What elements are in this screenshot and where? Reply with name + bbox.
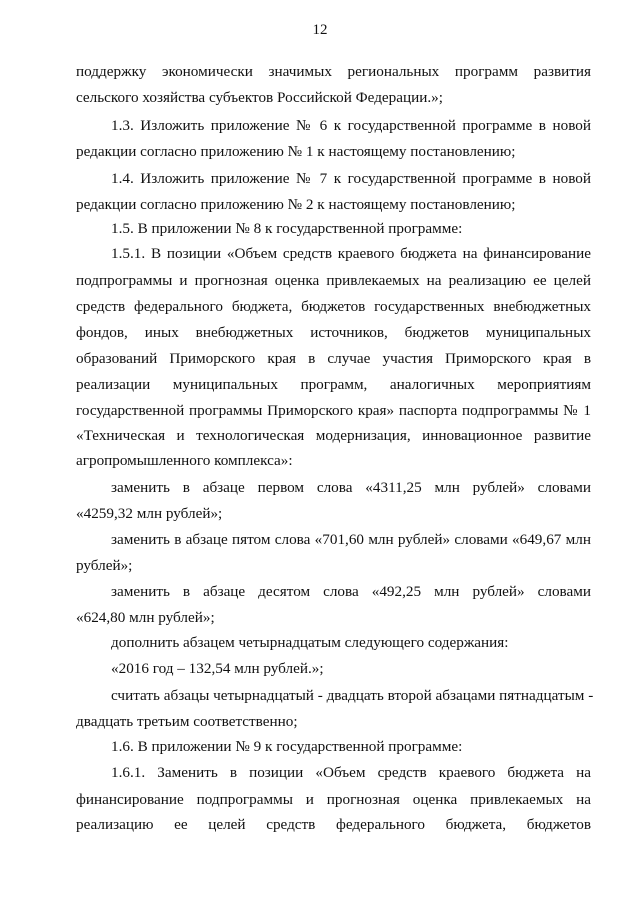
text-line: двадцать третьим соответственно;	[76, 713, 298, 730]
text-line: рублей»;	[76, 557, 133, 574]
text-line: реализацию ее целей средств федерального бюджета, бюджетов	[76, 816, 591, 833]
text-line: 1.5. В приложении № 8 к государственной программе:	[111, 220, 463, 237]
text-line: поддержку экономически значимых региональных программ развития	[76, 63, 591, 80]
text-line: 1.4. Изложить приложение № 7 к государственной программе в новой	[111, 170, 591, 187]
text-line: подпрограммы и прогнозная оценка привлекаемых на реализацию ее целей	[76, 272, 591, 289]
text-line: «2016 год – 132,54 млн рублей.»;	[111, 660, 324, 677]
text-line: государственной программы Приморского края» паспорта подпрограммы № 1	[76, 402, 591, 419]
text-line: «Техническая и технологическая модернизация, инновационное развитие	[76, 427, 591, 444]
text-line: сельского хозяйства субъектов Российской Федерации.»;	[76, 89, 443, 106]
text-line: «4259,32 млн рублей»;	[76, 505, 223, 522]
text-line: 1.6. В приложении № 9 к государственной программе:	[111, 738, 463, 755]
text-line: считать абзацы четырнадцатый - двадцать второй абзацами пятнадцатым -	[111, 687, 594, 704]
text-line: редакции согласно приложению № 1 к настоящему постановлению;	[76, 143, 516, 160]
text-line: 1.6.1. Заменить в позиции «Объем средств краевого бюджета на	[111, 764, 591, 781]
text-line: образований Приморского края в случае участия Приморского края в	[76, 350, 591, 367]
text-line: дополнить абзацем четырнадцатым следующего содержания:	[111, 634, 509, 651]
text-line: «624,80 млн рублей»;	[76, 609, 215, 626]
text-line: реализации муниципальных программ, аналогичных мероприятиям	[76, 376, 591, 393]
text-line: заменить в абзаце первом слова «4311,25 млн рублей» словами	[111, 479, 591, 496]
text-line: редакции согласно приложению № 2 к настоящему постановлению;	[76, 196, 516, 213]
text-line: фондов, иных внебюджетных источников, бюджетов муниципальных	[76, 324, 591, 341]
text-line: 1.3. Изложить приложение № 6 к государственной программе в новой	[111, 117, 591, 134]
text-line: финансирование подпрограммы и прогнозная оценка привлекаемых на	[76, 791, 591, 808]
page-number: 12	[312, 22, 328, 38]
text-line: агропромышленного комплекса»:	[76, 452, 293, 469]
text-line: заменить в абзаце пятом слова «701,60 млн рублей» словами «649,67 млн	[111, 531, 591, 548]
text-line: 1.5.1. В позиции «Объем средств краевого бюджета на финансирование	[111, 245, 591, 262]
text-line: средств федерального бюджета, бюджетов государственных внебюджетных	[76, 298, 591, 315]
text-line: заменить в абзаце десятом слова «492,25 млн рублей» словами	[111, 583, 591, 600]
